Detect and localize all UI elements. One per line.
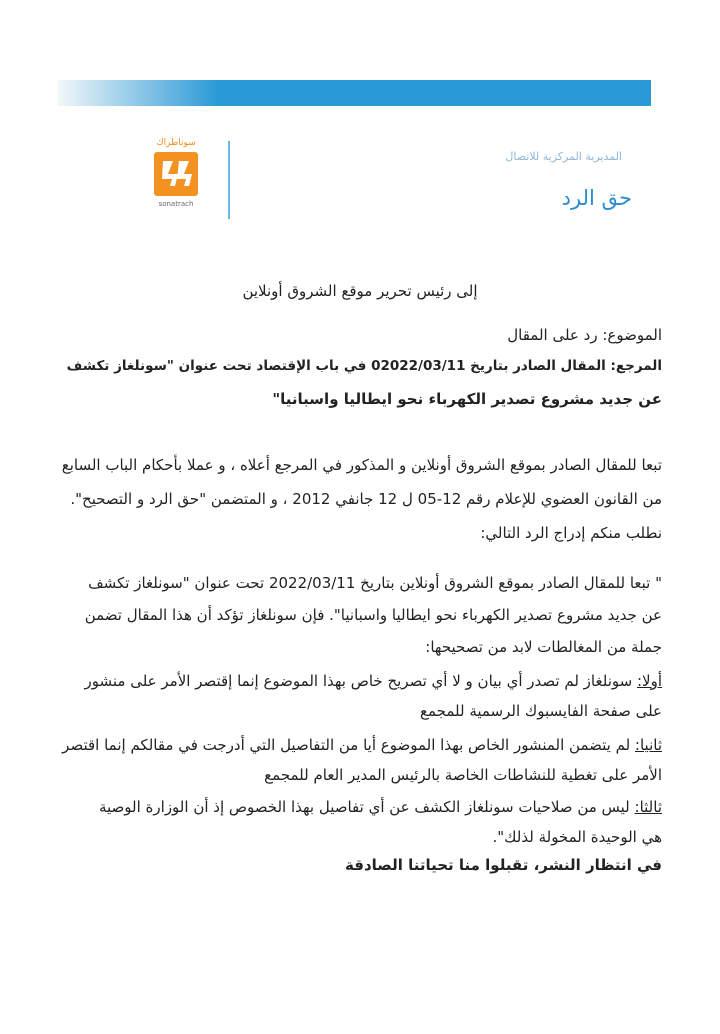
para1-line-1: تبعا للمقال الصادر بموقع الشروق أونلاين و المذكور في المرجع أعلاه ، و عملا بأحكام الباب السابع [61, 456, 662, 474]
para1-line-2: من القانون العضوي للإعلام رقم 12-05 ل 12 جانفي 2012 ، و المتضمن "حق الرد و التصحيح". [70, 490, 662, 508]
point-third-line-2: هي الوحيدة المخولة لذلك". [492, 828, 662, 846]
quote-line-3: جملة من المغالطات لابد من تصحيحها: [425, 638, 662, 656]
department-name: المديرية المركزية للاتصال [505, 150, 622, 163]
point-first-line-2: على صفحة الفايسبوك الرسمية للمجمع [420, 702, 662, 720]
page-title: حق الرد [561, 186, 632, 210]
point-third-label: ثالثا: [634, 798, 662, 816]
point-second-text: لم يتضمن المنشور الخاص بهذا الموضوع أيا من التفاصيل التي أدرجت في مقالكم إنما اقتصر [62, 736, 635, 754]
closing: في انتظار النشر، تقبلوا منا تحياتنا الصادقة [345, 856, 662, 874]
point-first-label: أولا: [636, 672, 662, 690]
reference-line-2: عن جديد مشروع تصدير الكهرباء نحو ايطاليا واسبانيا" [272, 390, 662, 408]
quote-line-1: " تبعا للمقال الصادر بموقع الشروق أونلاين بتاريخ 2022/03/11 تحت عنوان "سونلغاز تكشف [88, 574, 662, 592]
para1-line-3: نطلب منكم إدراج الرد التالي: [480, 524, 662, 542]
point-second-line-1 [62, 736, 662, 754]
point-second-line-2: الأمر على تغطية للنشاطات الخاصة بالرئيس المدير العام للمجمع [264, 766, 662, 784]
point-second-label: ثانيا: [634, 736, 662, 754]
company-logo [148, 138, 204, 222]
header-divider [228, 141, 230, 219]
header-bar [58, 80, 651, 106]
logo-name: سوناطراك [156, 138, 196, 148]
header-bar-fade [58, 80, 218, 106]
logo-sub: sonatrach [158, 200, 194, 208]
point-third-text: ليس من صلاحيات سونلغاز الكشف عن أي تفاصيل بهذا الخصوص إذ أن الوزارة الوصية [98, 798, 635, 816]
addressee: إلى رئيس تحرير موقع الشروق أونلاين [242, 282, 478, 300]
point-third-line-1 [99, 798, 662, 816]
point-first-text: سونلغاز لم تصدر أي بيان و لا أي تصريح خاص بهذا الموضوع إنما إقتصر الأمر على منشور [84, 672, 637, 690]
point-first-line-1 [85, 672, 663, 690]
reference-line-1: المرجع: المقال الصادر بتاريخ 02022/03/11 في باب الإقتصاد تحت عنوان "سونلغاز تكشف [66, 358, 662, 374]
logo-emblem-icon [154, 152, 198, 196]
subject: الموضوع: رد على المقال [507, 326, 662, 344]
quote-line-2: عن جديد مشروع تصدير الكهرباء نحو ايطاليا واسبانيا". فإن سونلغاز تؤكد أن هذا المقال تضمن [84, 606, 662, 624]
